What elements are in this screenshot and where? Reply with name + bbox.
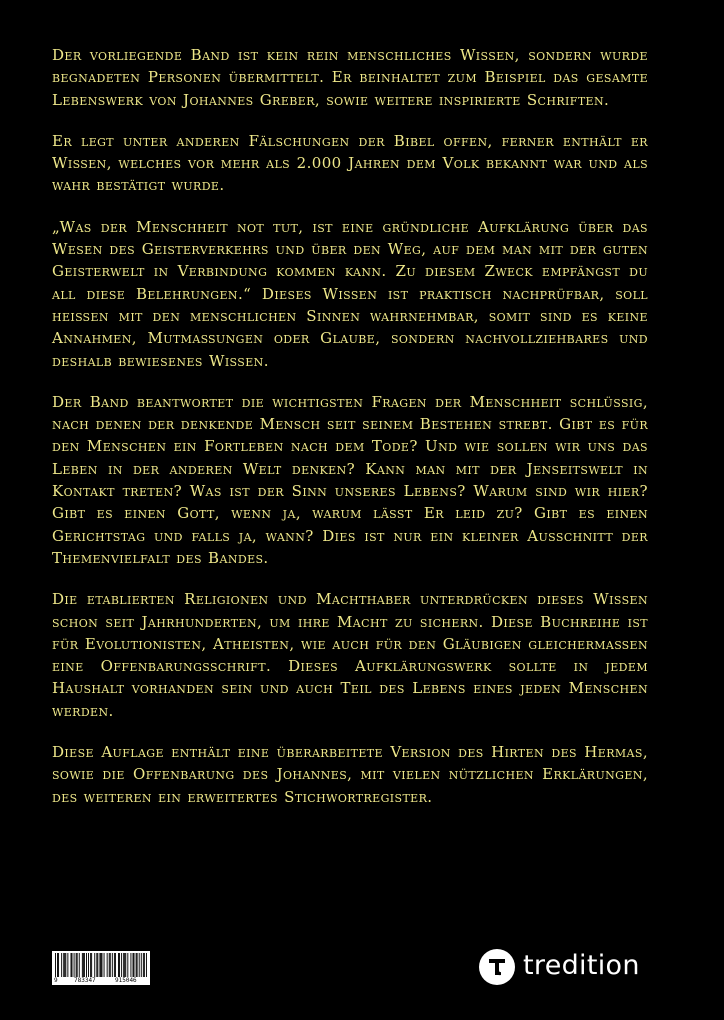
- barcode-bar: [121, 953, 122, 977]
- barcode-bar: [109, 953, 110, 977]
- barcode-bar: [94, 953, 95, 977]
- barcode-bar: [76, 953, 77, 977]
- barcode-bar: [55, 953, 56, 977]
- barcode-bar: [134, 953, 135, 977]
- barcode-bar: [124, 953, 125, 977]
- barcode-bar: [63, 953, 64, 977]
- barcode-bars: [55, 953, 147, 977]
- isbn-barcode: [52, 951, 150, 985]
- barcode-bar: [114, 953, 115, 977]
- barcode-bar: [74, 953, 75, 977]
- barcode-bar: [123, 953, 124, 977]
- barcode-digit-first: 9: [54, 977, 58, 984]
- barcode-bar: [61, 953, 62, 977]
- barcode-bar: [97, 953, 98, 977]
- blurb-paragraph-4: Der Band beantwortet die wichtigsten Fragen der Menschheit schlüssig, nach denen der denkende Mensch seit seinem Bestehen strebt. Gibt es für den Menschen ein Fortleben nach dem Tode? Und wie sollen wir uns das Leben in der anderen Welt denken? Kann man mit der Jenseitswelt in Kontakt treten? Was ist der Sinn unseres Lebens? Warum sind wir hier? Gibt es einen Gott, wenn ja, warum lässt Er leid zu? Gibt es einen Gerichtstag und falls ja, wann? Dies ist nur ein kleiner Ausschnitt der Themenvielfalt des Bandes.: [52, 392, 648, 567]
- barcode-bar: [112, 953, 113, 977]
- barcode-bar: [90, 953, 91, 977]
- barcode-bar: [72, 953, 73, 977]
- barcode-bar: [88, 953, 89, 977]
- barcode-bar: [57, 953, 58, 977]
- barcode-bar: [67, 953, 68, 977]
- barcode-bar: [144, 953, 145, 977]
- publisher-name: tredition: [523, 950, 640, 981]
- blurb-paragraph-1: Der vorliegende Band ist kein rein menschliches Wissen, sondern wurde begnadeten Personen übermittelt. Er beinhaltet zum Beispiel das gesamte Lebenswerk von Johannes Greber, sowie weitere inspirierte Schriften.: [52, 46, 648, 109]
- barcode-digits-group-2: 915046: [115, 977, 137, 984]
- barcode-bar: [119, 953, 120, 977]
- blurb-paragraph-6: Diese Auflage enthält eine überarbeitete Version des Hirten des Hermas, sowie die Offenbarung des Johannes, mit vielen nützlichen Erklärungen, des weiteren ein erweitertes Stichwortregister.: [52, 743, 648, 806]
- barcode-bar: [84, 953, 85, 977]
- barcode-bar: [127, 953, 128, 977]
- barcode-bar: [118, 953, 119, 977]
- barcode-bar: [100, 953, 101, 977]
- barcode-bar: [58, 953, 59, 977]
- barcode-bar: [64, 953, 65, 977]
- barcode-bar: [91, 953, 92, 977]
- barcode-bar: [139, 953, 140, 977]
- barcode-bar: [143, 953, 144, 977]
- blurb-paragraph-3: „Was der Menschheit not tut, ist eine gründliche Aufklärung über das Wesen des Geisterverkehrs und über den Weg, auf dem man mit der guten Geisterwelt in Verbindung kommen kann. Zu diesem Zweck empfängst du all diese Belehrungen.“ Dieses Wissen ist praktisch nachprüfbar, soll heißen mit den menschlichen Sinnen wahrnehmbar, somit sind es keine Annahmen, Mutmaßungen oder Glaube, sondern nachvollziehbares und deshalb bewiesenes Wissen.: [52, 217, 648, 370]
- barcode-bar: [65, 953, 66, 977]
- publisher-logo: [479, 947, 649, 987]
- barcode-bar: [137, 953, 138, 977]
- barcode-bar: [104, 953, 105, 977]
- barcode-bar: [115, 953, 116, 977]
- barcode-bar: [146, 953, 147, 977]
- barcode-bar: [136, 953, 137, 977]
- barcode-digits-group-1: 783347: [74, 977, 96, 984]
- blurb-paragraph-2: Er legt unter anderen Fälschungen der Bibel offen, ferner enthält er Wissen, welches vor mehr als 2.000 Jahren dem Volk bekannt war und als wahr bestätigt wurde.: [52, 131, 648, 195]
- barcode-bar: [86, 953, 87, 977]
- barcode-bar: [96, 953, 97, 977]
- barcode-bar: [133, 953, 134, 977]
- barcode-bar: [141, 953, 142, 977]
- barcode-bar: [110, 953, 111, 977]
- barcode-bar: [107, 953, 108, 977]
- barcode-bar: [79, 953, 80, 977]
- barcode-bar: [99, 953, 100, 977]
- barcode-bar: [125, 953, 126, 977]
- barcode-bar: [102, 953, 103, 977]
- barcode-bar: [130, 953, 131, 977]
- blurb-text: [52, 44, 648, 827]
- barcode-bar: [77, 953, 78, 977]
- blurb-paragraph-5: Die etablierten Religionen und Machthaber unterdrücken dieses Wissen schon seit Jahrhunderten, um ihre Macht zu sichern. Diese Buchreihe ist für Evolutionisten, Atheisten, wie auch für den Gläubigen gleichermaßen eine Offenbarungsschrift. Dieses Aufklärungswerk sollte in jedem Haushalt vorhanden sein und auch Teil des Lebens eines jeden Menschen werden.: [52, 590, 648, 720]
- barcode-bar: [82, 953, 83, 977]
- barcode-bar: [83, 953, 84, 977]
- barcode-bar: [71, 953, 72, 977]
- tredition-t-logo-icon: [479, 949, 515, 985]
